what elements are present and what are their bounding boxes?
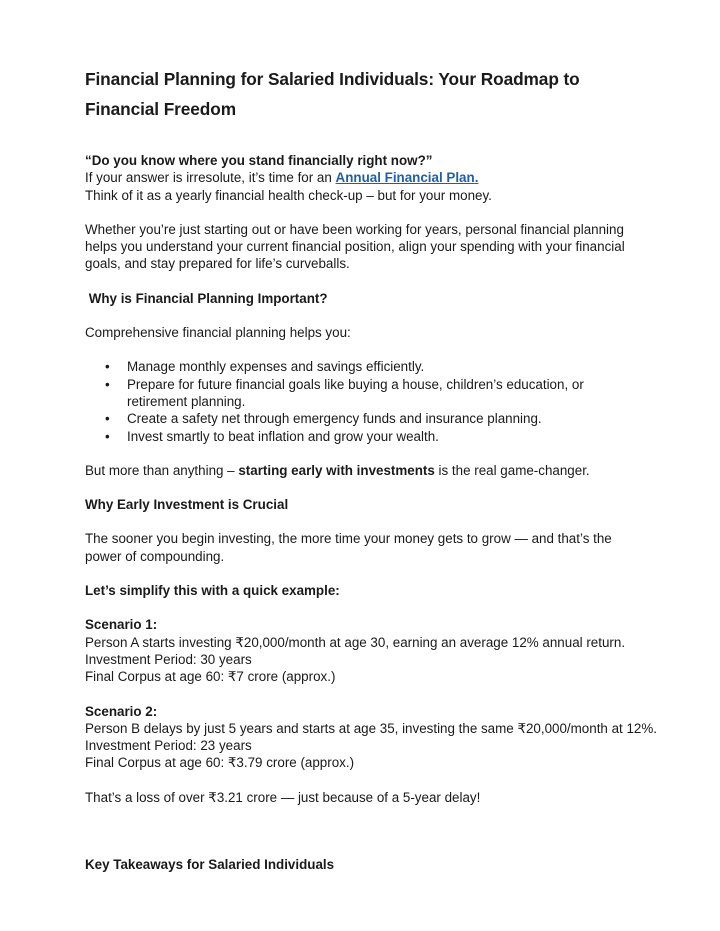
heading-simplify: Let’s simplify this with a quick example: <box>85 583 340 599</box>
scenario-2-label: Scenario 2: <box>85 703 158 719</box>
more-than-prefix: But more than anything – <box>85 462 239 478</box>
paragraph-whether: Whether you’re just starting out or have been working for years, personal financial planning helps you understand your current financial position, align your spending with your financial goals, and stay prepared for life’s curveballs. <box>85 221 625 272</box>
list-item: • Create a safety net through emergency funds and insurance planning. <box>85 410 645 427</box>
scenario-1-label: Scenario 1: <box>85 617 158 633</box>
paragraph-sooner: The sooner you begin investing, the more time your money gets to grow — and that’s the power of compounding. <box>85 531 612 564</box>
scenario-2-line-1: Person B delays by just 5 years and starts at age 35, investing the same ₹20,000/month at 12%. <box>85 720 657 736</box>
intro-line-2 <box>85 169 645 186</box>
list-item: • Manage monthly expenses and savings efficiently. <box>85 358 645 375</box>
paragraph-more-than <box>85 462 645 479</box>
document-title: Financial Planning for Salaried Individuals: Your Roadmap to Financial Freedom <box>85 69 580 119</box>
scenario-1-line-1: Person A starts investing ₹20,000/month at age 30, earning an average 12% annual return. <box>85 634 626 650</box>
more-than-suffix: is the real game-changer. <box>434 462 590 478</box>
heading-early-investment: Why Early Investment is Crucial <box>85 497 289 513</box>
intro-line-3: Think of it as a yearly financial health check-up – but for your money. <box>85 187 492 203</box>
document-page <box>85 64 657 873</box>
scenario-2-line-2: Investment Period: 23 years <box>85 738 252 754</box>
scenario-1-line-2: Investment Period: 30 years <box>85 651 252 667</box>
annual-financial-plan-link[interactable]: Annual Financial Plan <box>335 170 475 186</box>
heading-why-important: Why is Financial Planning Important? <box>85 290 328 306</box>
more-than-bold: starting early with investments <box>238 462 435 478</box>
heading-key-takeaways: Key Takeaways for Salaried Individuals <box>85 857 335 873</box>
link-suffix[interactable]: . <box>474 170 479 186</box>
scenario-1-line-3: Final Corpus at age 60: ₹7 crore (approx.) <box>85 669 336 685</box>
scenario-2-line-3: Final Corpus at age 60: ₹3.79 crore (approx.) <box>85 755 355 771</box>
intro-line-2-prefix: If your answer is irresolute, it’s time for an <box>85 170 336 186</box>
paragraph-comprehensive: Comprehensive financial planning helps you: <box>85 325 351 341</box>
intro-question: “Do you know where you stand financially right now?” <box>85 153 433 168</box>
list-item: • Invest smartly to beat inflation and grow your wealth. <box>85 428 645 445</box>
benefits-list <box>85 358 645 444</box>
list-item: • Prepare for future financial goals like buying a house, children’s education, or retirement planning. <box>85 376 645 411</box>
loss-statement: That’s a loss of over ₹3.21 crore — just because of a 5-year delay! <box>85 789 481 805</box>
